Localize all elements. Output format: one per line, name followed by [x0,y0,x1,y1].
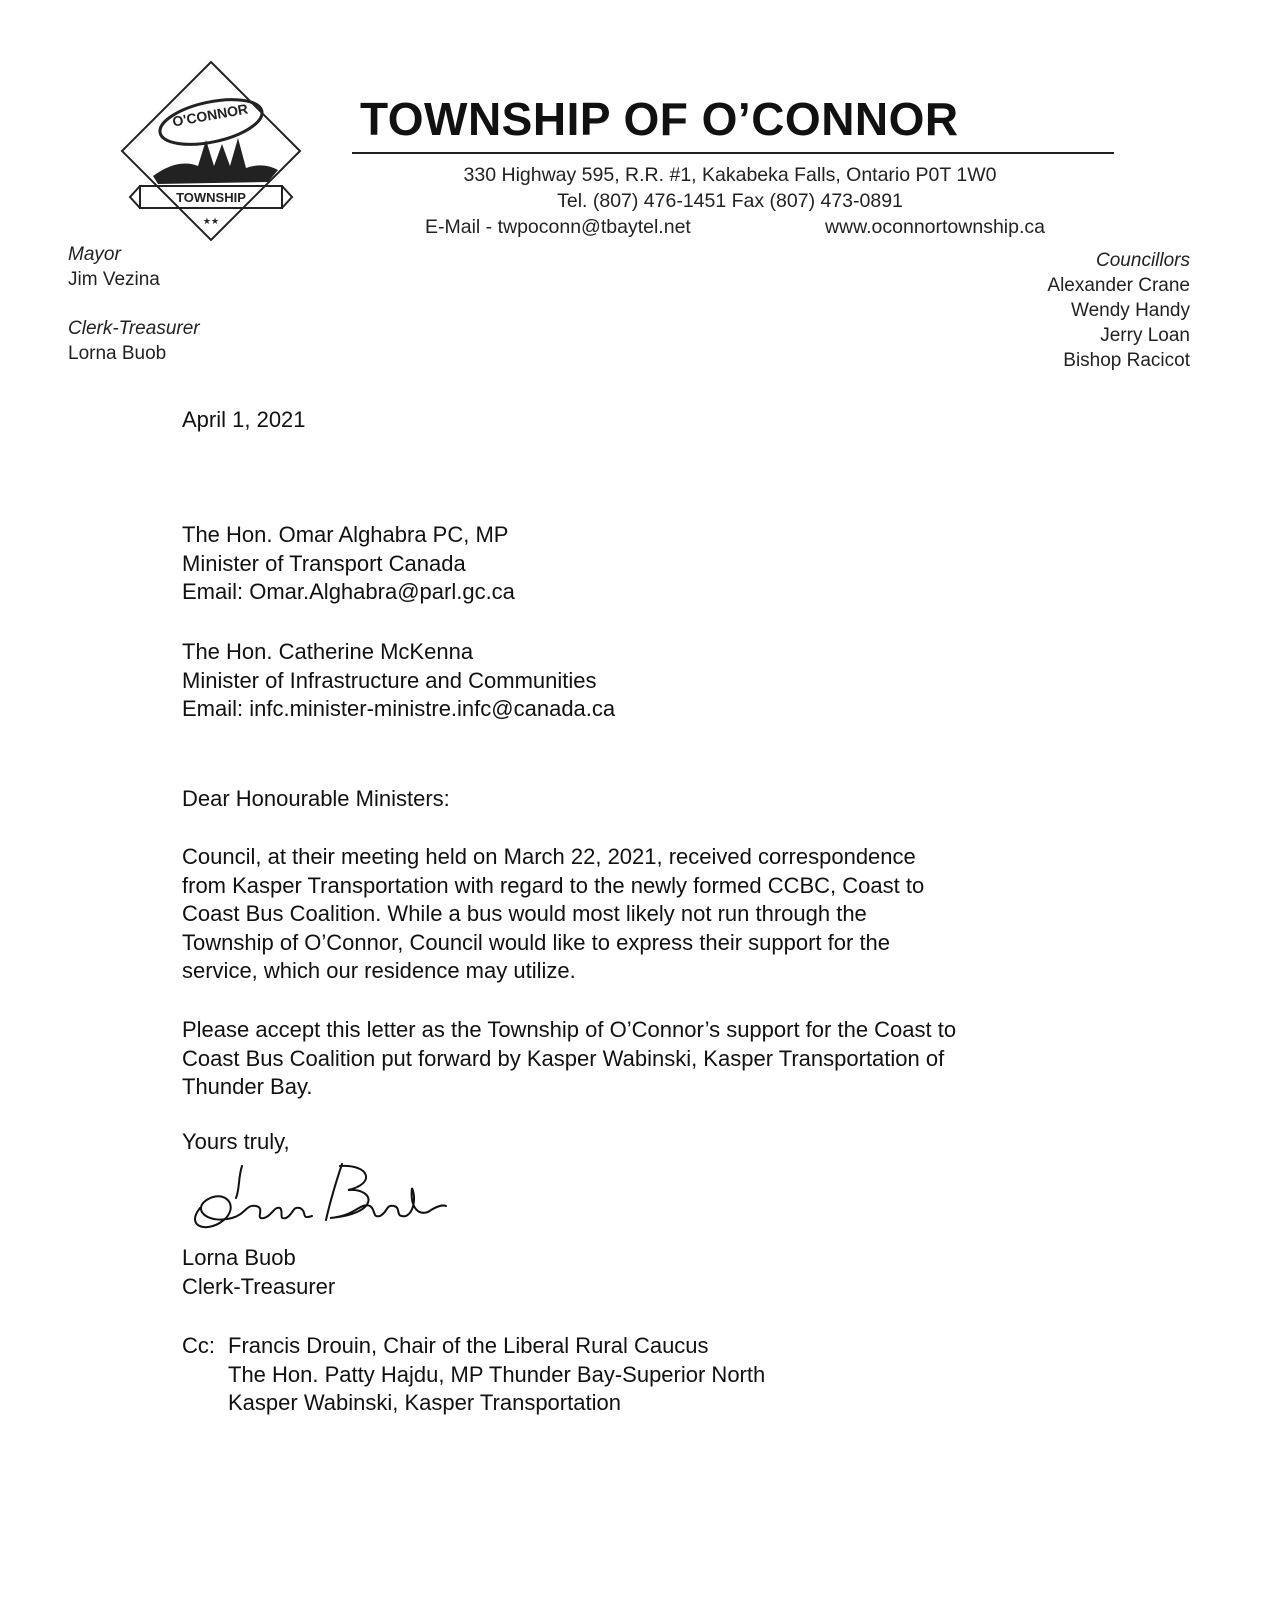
recipient-line: Minister of Infrastructure and Communities [182,667,597,693]
councillor-name: Bishop Racicot [1063,350,1190,371]
recipient-2 [182,638,1082,724]
paragraph-line: Coast Bus Coalition. While a bus would most likely not run through the [182,901,867,927]
recipient-line: The Hon. Catherine McKenna [182,639,474,664]
cc-label: Cc: [182,1333,215,1358]
closing: Yours truly, [182,1129,290,1154]
recipient-1 [182,521,1082,607]
township-seal-icon [118,58,304,244]
cc-recipient: Kasper Wabinski, Kasper Transportation [228,1390,621,1416]
officials-block [68,242,200,366]
councillor-name: Jerry Loan [1100,325,1190,346]
website-text: www.oconnortownship.ca [824,216,1045,238]
signer-block [182,1244,1082,1301]
paragraph-line: Please accept this letter as the Township of O’Connor’s support for the Coast to [182,1017,957,1042]
cc-recipient: Francis Drouin, Chair of the Liberal Rural Caucus [228,1333,709,1358]
signer-title: Clerk-Treasurer [182,1273,336,1299]
letterhead-title: TOWNSHIP OF O’CONNOR [360,93,959,145]
councillor-name: Wendy Handy [1071,300,1190,321]
svg-text:TOWNSHIP: TOWNSHIP [176,190,246,205]
clerk-role: Clerk-Treasurer [68,318,200,339]
svg-text:O'CONNOR: O'CONNOR [171,100,250,130]
handwritten-signature [180,1158,450,1238]
signer-name: Lorna Buob [182,1245,296,1270]
email-text: E-Mail - twpoconn@tbaytel.net [425,216,691,238]
township-logo [118,58,304,244]
email-web-line [415,214,1045,240]
phone-fax-line: Tel. (807) 476-1451 Fax (807) 473-0891 [557,190,903,212]
letterhead-contact [360,162,1100,240]
letterhead-rule [352,152,1114,154]
mayor-role: Mayor [68,244,121,265]
paragraph-1 [182,843,1082,986]
paragraph-line: from Kasper Transportation with regard to the newly formed CCBC, Coast to [182,872,925,898]
recipient-email: Email: infc.minister-ministre.infc@canada.ca [182,696,616,722]
councillor-name: Alexander Crane [1047,275,1190,296]
salutation: Dear Honourable Ministers: [182,786,450,811]
councillors-role: Councillors [1096,250,1190,271]
mayor-name: Jim Vezina [68,269,160,290]
recipient-email: Email: Omar.Alghabra@parl.gc.ca [182,579,515,605]
recipient-line: Minister of Transport Canada [182,550,466,576]
paragraph-line: Thunder Bay. [182,1074,313,1100]
letter-date: April 1, 2021 [182,407,306,432]
recipient-line: The Hon. Omar Alghabra PC, MP [182,522,509,547]
clerk-name: Lorna Buob [68,343,167,364]
paragraph-2 [182,1016,1082,1102]
paragraph-line: Coast Bus Coalition put forward by Kasper Wabinski, Kasper Transportation of [182,1045,945,1071]
address-line: 330 Highway 595, R.R. #1, Kakabeka Falls, Ontario P0T 1W0 [463,164,997,186]
paragraph-line: Council, at their meeting held on March 22, 2021, received correspondence [182,844,916,869]
paragraph-line: service, which our residence may utilize. [182,958,576,984]
paragraph-line: Township of O’Connor, Council would like to express their support for the [182,929,891,955]
cc-block [182,1332,1082,1418]
cc-recipient: The Hon. Patty Hajdu, MP Thunder Bay-Superior North [228,1361,766,1387]
svg-text:★★: ★★ [202,216,220,226]
councillors-block [1047,248,1190,373]
signature-icon [180,1158,450,1238]
